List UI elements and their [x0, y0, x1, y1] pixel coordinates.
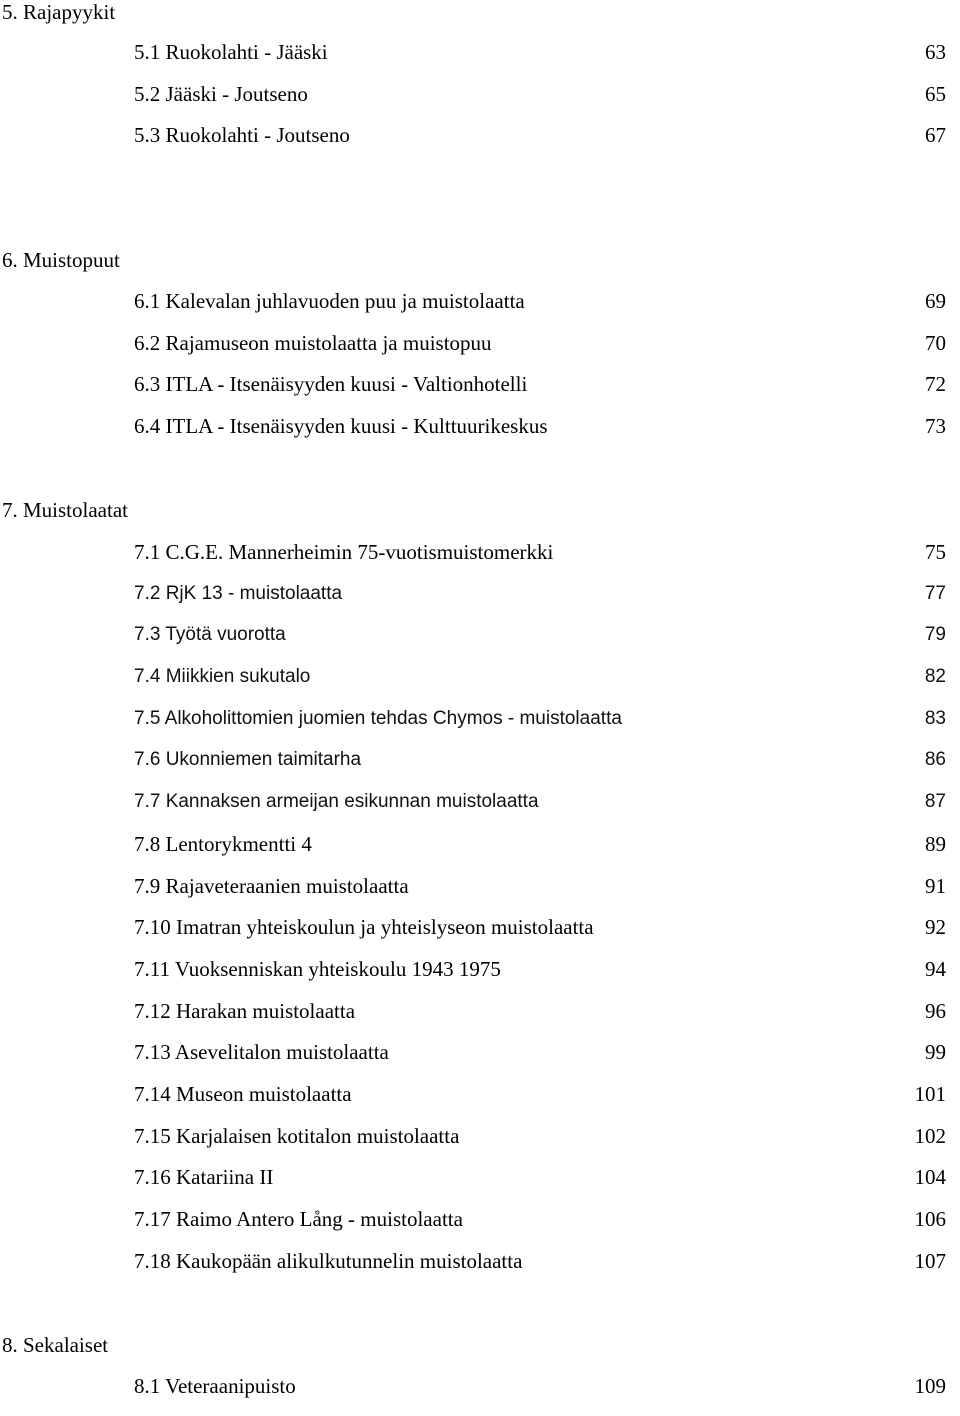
entry-page-number: 87: [924, 791, 946, 813]
entry-page-number: 67: [925, 123, 946, 148]
entry-page-number: 86: [924, 749, 946, 771]
section-heading: 5. Rajapyykit: [2, 0, 116, 24]
entry-page-number: 107: [914, 1248, 946, 1273]
entry-label: 7.10 Imatran yhteiskoulun ja yhteislyseon muistolaatta: [134, 915, 594, 940]
toc-entry: [0, 1374, 960, 1416]
entry-label: 7.12 Harakan muistolaatta: [134, 998, 356, 1023]
section-heading: 7. Muistolaatat: [2, 498, 128, 522]
entry-label: 8.1 Veteraanipuisto: [134, 1374, 296, 1398]
entry-page-number: 69: [925, 289, 946, 313]
entry-label: 7.15 Karjalaisen kotitalon muistolaatta: [134, 1123, 460, 1148]
toc-entry: [0, 289, 960, 331]
entry-label: 7.17 Raimo Antero Lång - muistolaatta: [134, 1207, 463, 1231]
entry-page-number: 82: [924, 666, 946, 688]
entry-list: [0, 540, 960, 1290]
entry-page-number: 75: [925, 540, 946, 564]
entry-label: 6.4 ITLA - Itsenäisyyden kuusi - Kulttuurikeskus: [134, 414, 548, 439]
entry-page-number: 102: [914, 1123, 946, 1148]
entry-page-number: 109: [914, 1374, 946, 1398]
entry-page-number: 101: [914, 1081, 946, 1106]
entry-label: 7.16 Katariina II: [134, 1165, 274, 1190]
entry-page-number: 79: [924, 624, 946, 646]
toc-entry: [0, 1249, 960, 1291]
toc-entry: [0, 1082, 960, 1124]
toc-entry: [0, 832, 960, 874]
toc-entry: [0, 915, 960, 957]
toc-entry: [0, 40, 960, 82]
entry-label: 7.13 Asevelitalon muistolaatta: [134, 1040, 389, 1065]
entry-page-number: 73: [925, 414, 946, 439]
entry-page-number: 96: [925, 998, 946, 1023]
toc-entry: [0, 123, 960, 165]
toc-entry: [0, 1207, 960, 1249]
toc-entry: [0, 665, 960, 707]
entry-label: 7.14 Museon muistolaatta: [134, 1081, 352, 1106]
entry-label: 7.11 Vuoksenniskan yhteiskoulu 1943 1975: [134, 956, 501, 981]
entry-label: 5.2 Jääski - Joutseno: [134, 81, 308, 106]
toc-entry: [0, 1165, 960, 1207]
toc-entry: [0, 1040, 960, 1082]
entry-label: 7.4 Miikkien sukutalo: [134, 666, 311, 688]
entry-label: 7.5 Alkoholittomien juomien tehdas Chymos - muistolaatta: [134, 707, 622, 729]
entry-label: 6.1 Kalevalan juhlavuoden puu ja muistolaatta: [134, 289, 525, 313]
entry-label: 7.18 Kaukopään alikulkutunnelin muistolaatta: [134, 1248, 523, 1273]
entry-label: 7.3 Työtä vuorotta: [134, 624, 286, 646]
toc-entry: [0, 372, 960, 414]
toc-entry: [0, 790, 960, 832]
entry-page-number: 70: [925, 330, 946, 355]
toc-entry: [0, 582, 960, 624]
toc-entry: [0, 540, 960, 582]
toc-entry: [0, 999, 960, 1041]
entry-label: 7.6 Ukonniemen taimitarha: [134, 749, 362, 771]
toc-entry: [0, 331, 960, 373]
entry-label: 5.1 Ruokolahti - Jääski: [134, 40, 328, 64]
entry-label: 7.9 Rajaveteraanien muistolaatta: [134, 873, 409, 898]
entry-label: 7.1 C.G.E. Mannerheimin 75-vuotismuistomerkki: [134, 540, 554, 564]
entry-label: 7.8 Lentorykmentti 4: [134, 831, 312, 856]
entry-page-number: 99: [925, 1040, 946, 1065]
entry-list: [0, 289, 960, 456]
toc-entry: [0, 1124, 960, 1166]
entry-label: 6.3 ITLA - Itsenäisyyden kuusi - Valtionhotelli: [134, 372, 528, 397]
entry-page-number: 104: [914, 1165, 946, 1190]
entry-label: 5.3 Ruokolahti - Joutseno: [134, 123, 350, 148]
toc-entry: [0, 82, 960, 124]
entry-page-number: 83: [924, 707, 946, 729]
toc-entry: [0, 414, 960, 456]
entry-page-number: 77: [924, 582, 946, 604]
entry-page-number: 91: [925, 873, 946, 898]
section-heading: 8. Sekalaiset: [2, 1333, 109, 1357]
entry-page-number: 106: [914, 1207, 946, 1231]
toc-entry: [0, 623, 960, 665]
toc-entry: [0, 748, 960, 790]
entry-label: 6.2 Rajamuseon muistolaatta ja muistopuu: [134, 330, 492, 355]
toc-entry: [0, 957, 960, 999]
entry-page-number: 89: [925, 831, 946, 856]
entry-page-number: 92: [925, 915, 946, 940]
entry-list: [0, 1374, 960, 1416]
entry-label: 7.2 RjK 13 - muistolaatta: [134, 582, 343, 604]
toc-entry: [0, 707, 960, 749]
toc-entry: [0, 874, 960, 916]
entry-list: [0, 40, 960, 165]
entry-page-number: 94: [925, 956, 946, 981]
entry-page-number: 65: [925, 81, 946, 106]
section-heading: 6. Muistopuut: [2, 248, 120, 272]
entry-page-number: 63: [925, 40, 946, 64]
entry-page-number: 72: [925, 372, 946, 397]
entry-label: 7.7 Kannaksen armeijan esikunnan muistolaatta: [134, 791, 539, 813]
